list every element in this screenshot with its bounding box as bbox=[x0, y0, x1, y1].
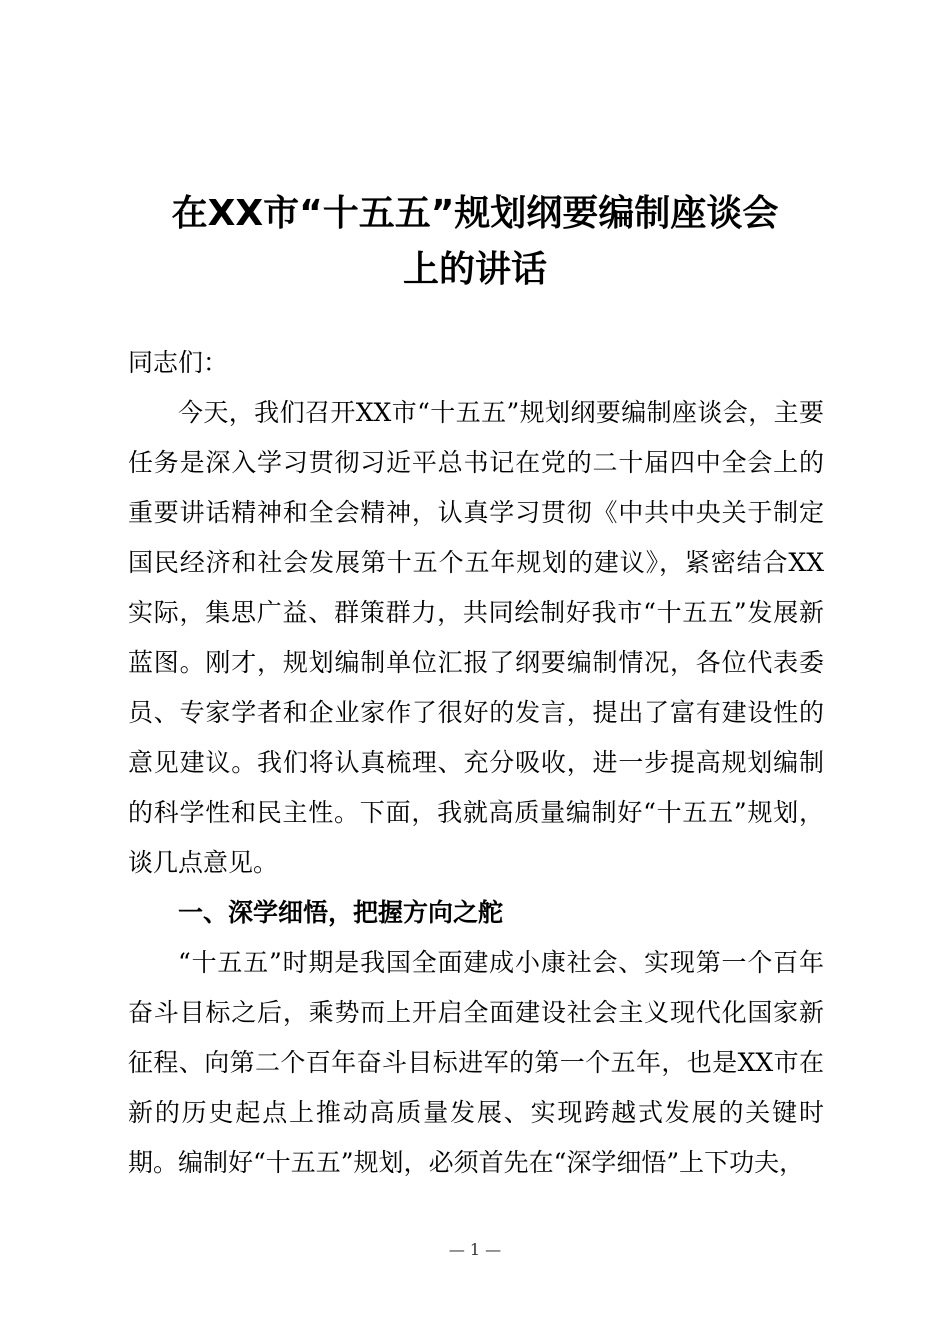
document-title bbox=[120, 186, 830, 298]
opening-paragraph: 今天，我们召开XX市“十五五”规划纲要编制座谈会，主要任务是深入学习贯彻习近平总书记在党的二十届四中全会上的重要讲话精神和全会精神，认真学习贯彻《中共中央关于制定国民经济和社会发展第十五个五年规划的建议》，紧密结合XX实际，集思广益、群策群力，共同绘制好我市“十五五”发展新蓝图。刚才，规划编制单位汇报了纲要编制情况，各位代表委员、专家学者和企业家作了很好的发言，提出了富有建设性的意见建议。我们将认真梳理、充分吸收，进一步提高规划编制的科学性和民主性。下面，我就高质量编制好“十五五”规划，谈几点意见。 bbox=[128, 398, 824, 877]
title-line-2: 上的讲话 bbox=[402, 249, 547, 290]
section-heading: 一、深学细悟，把握方向之舵 bbox=[178, 898, 504, 927]
section-paragraph: “十五五”时期是我国全面建成小康社会、实现第一个百年奋斗目标之后，乘势而上开启全面建设社会主义现代化国家新征程、向第二个百年奋斗目标进军的第一个五年，也是XX市在新的历史起点上推动高质量发展、实现跨越式发展的关键时期。编制好“十五五”规划，必须首先在“深学细悟”上下功夫， bbox=[128, 948, 824, 1177]
page-number: — 1 — bbox=[448, 1240, 502, 1259]
salutation: 同志们： bbox=[128, 348, 229, 377]
document-body bbox=[128, 338, 824, 1188]
title-line-1: 在XX市“十五五”规划纲要编制座谈会 bbox=[171, 193, 779, 234]
